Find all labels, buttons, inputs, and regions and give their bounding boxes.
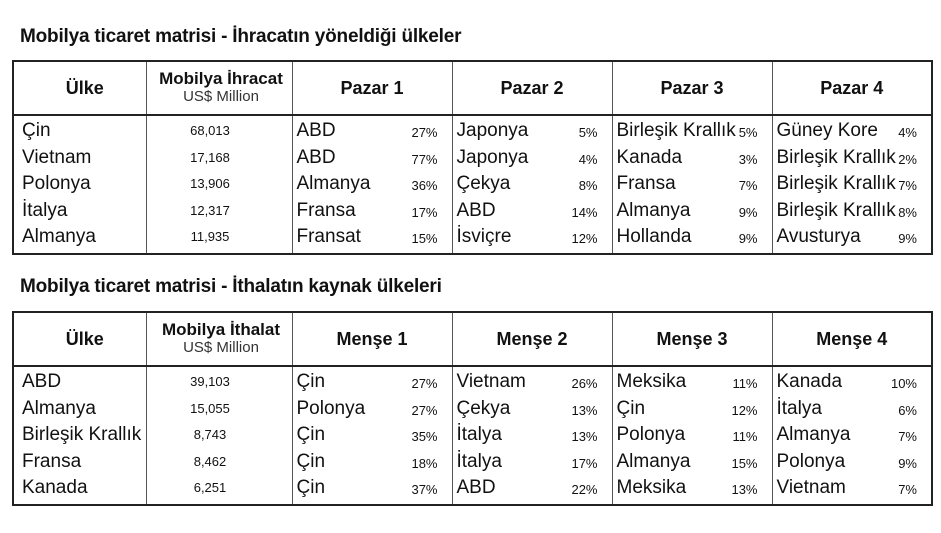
market-cell [773, 396, 932, 423]
market-share: 27% [411, 125, 438, 140]
market-cell [293, 171, 452, 198]
market-name: Almanya [296, 173, 371, 194]
export-matrix-table [12, 60, 933, 255]
country-cell: Fransa [22, 450, 82, 472]
country-cell: Almanya [22, 226, 96, 247]
market-name: İsviçre [456, 226, 512, 247]
market-list [613, 116, 772, 253]
market-share: 15% [411, 231, 438, 246]
market-name: Çin [296, 424, 326, 445]
market-name: Hollanda [616, 226, 692, 247]
import-table-title: Mobilya ticaret matrisi - İthalatın kaynak ülkeleri [20, 276, 442, 297]
market-cell [773, 475, 932, 502]
header-market-4: Menşe 4 [772, 312, 932, 366]
import-matrix-table [12, 311, 933, 506]
value-column [146, 115, 292, 254]
market-share: 2% [898, 151, 917, 167]
country-cell: Kanada [22, 477, 88, 498]
market-list [453, 367, 612, 504]
market-share: 7% [898, 178, 917, 193]
market-name: Almanya [616, 199, 691, 221]
export-table-title: Mobilya ticaret matrisi - İhracatın yöneldiği ülkeler [20, 26, 462, 47]
market-cell [293, 396, 452, 423]
header-value-main: Mobilya İthalat [161, 320, 281, 340]
country-cell: Çin [22, 120, 51, 141]
market-name: Çin [296, 477, 326, 498]
market-share: 14% [571, 204, 598, 220]
market-share: 27% [411, 376, 438, 391]
header-market-1: Menşe 1 [292, 312, 452, 366]
country-cell: Birleşik Krallık [22, 424, 142, 445]
market-name: Birleşik Krallık [776, 173, 896, 194]
header-row [13, 312, 932, 366]
market-share: 9% [738, 231, 758, 246]
market-cell [773, 118, 932, 145]
market-cell [773, 171, 932, 198]
market-name: Polonya [296, 397, 366, 419]
header-value-main: Mobilya İhracat [159, 69, 283, 89]
market-cell [773, 449, 932, 476]
market-cell [613, 224, 772, 251]
market-cell [293, 198, 452, 225]
header-market-3: Menşe 3 [612, 312, 772, 366]
body-row [13, 366, 932, 505]
market-cell [293, 422, 452, 449]
market-share: 6% [898, 402, 917, 418]
market-cell [293, 475, 452, 502]
market-name: Vietnam [456, 371, 526, 392]
market-cell [293, 224, 452, 251]
market-name: Almanya [776, 424, 851, 445]
market-share: 17% [411, 204, 438, 220]
market-cell [613, 198, 772, 225]
market-name: Birleşik Krallık [616, 120, 736, 141]
market-share: 77% [411, 151, 438, 167]
market-name: Birleşik Krallık [776, 146, 896, 168]
market-cell [773, 145, 932, 172]
market-name: Fransat [296, 226, 361, 247]
market-share: 13% [731, 482, 758, 497]
country-column [13, 115, 146, 254]
market-cell [453, 449, 612, 476]
market-name: Birleşik Krallık [776, 199, 896, 221]
market-column-3 [612, 366, 772, 505]
market-name: ABD [456, 477, 496, 498]
market-cell [453, 369, 612, 396]
market-column-4 [772, 115, 932, 254]
market-column-4 [772, 366, 932, 505]
market-cell [773, 224, 932, 251]
header-country: Ülke [13, 312, 146, 366]
market-name: Çekya [456, 397, 511, 419]
body-row [13, 115, 932, 254]
header-row [13, 61, 932, 115]
market-name: Vietnam [776, 477, 846, 498]
market-share: 36% [411, 178, 438, 193]
market-cell [613, 369, 772, 396]
market-share: 22% [571, 482, 598, 497]
market-list [773, 367, 932, 504]
market-cell [773, 369, 932, 396]
value-cell: 68,013 [190, 123, 230, 138]
market-cell [613, 475, 772, 502]
market-share: 27% [411, 402, 438, 418]
market-share: 7% [898, 482, 917, 497]
market-share: 5% [578, 125, 598, 140]
market-share: 11% [732, 429, 758, 444]
market-name: Kanada [616, 146, 683, 168]
market-share: 9% [738, 204, 758, 220]
header-value-unit: US$ Million [183, 339, 259, 357]
country-cell: Vietnam [22, 146, 92, 168]
market-name: Polonya [616, 424, 686, 445]
market-share: 8% [898, 204, 917, 220]
market-name: ABD [296, 120, 336, 141]
market-name: Çin [616, 397, 646, 419]
market-cell [453, 171, 612, 198]
market-name: Çekya [456, 173, 511, 194]
market-share: 10% [890, 376, 917, 391]
market-share: 17% [571, 455, 598, 471]
value-cell: 8,743 [193, 427, 227, 442]
market-cell [453, 224, 612, 251]
value-cell: 12,317 [190, 202, 230, 218]
header-market-3: Pazar 3 [612, 61, 772, 115]
market-share: 7% [898, 429, 917, 444]
market-cell [613, 449, 772, 476]
market-share: 12% [731, 402, 758, 418]
market-cell [293, 369, 452, 396]
market-share: 12% [571, 231, 598, 246]
market-cell [613, 171, 772, 198]
country-column [13, 366, 146, 505]
header-market-2: Menşe 2 [452, 312, 612, 366]
market-column-3 [612, 115, 772, 254]
market-share: 9% [898, 455, 917, 471]
market-cell [613, 145, 772, 172]
market-share: 35% [411, 429, 438, 444]
market-name: Polonya [776, 450, 846, 472]
market-cell [613, 422, 772, 449]
market-list [453, 116, 612, 253]
market-name: Japonya [456, 146, 529, 168]
market-list [293, 116, 452, 253]
market-name: İtalya [456, 424, 502, 445]
market-cell [453, 396, 612, 423]
market-name: Kanada [776, 371, 843, 392]
market-share: 13% [571, 429, 598, 444]
market-name: Meksika [616, 371, 687, 392]
market-cell [453, 198, 612, 225]
market-share: 18% [411, 455, 438, 471]
market-cell [453, 475, 612, 502]
market-name: Güney Kore [776, 120, 878, 141]
market-cell [453, 422, 612, 449]
value-cell: 15,055 [190, 400, 230, 416]
header-market-4: Pazar 4 [772, 61, 932, 115]
value-cell: 8,462 [193, 453, 227, 469]
market-name: Japonya [456, 120, 529, 141]
market-cell [453, 118, 612, 145]
country-list [14, 367, 146, 504]
market-cell [613, 396, 772, 423]
market-share: 37% [411, 482, 438, 497]
market-cell [293, 118, 452, 145]
header-country: Ülke [13, 61, 146, 115]
country-cell: İtalya [22, 199, 68, 221]
market-column-1 [292, 366, 452, 505]
market-cell [293, 449, 452, 476]
market-name: Almanya [616, 450, 691, 472]
market-share: 11% [732, 376, 758, 391]
market-name: Avusturya [776, 226, 861, 247]
header-market-2: Pazar 2 [452, 61, 612, 115]
market-share: 9% [898, 231, 917, 246]
market-name: İtalya [456, 450, 502, 472]
value-column [146, 366, 292, 505]
market-cell [293, 145, 452, 172]
market-name: Meksika [616, 477, 687, 498]
market-cell [613, 118, 772, 145]
country-list [14, 116, 146, 253]
market-name: Fransa [296, 199, 356, 221]
market-cell [773, 422, 932, 449]
value-list [147, 116, 292, 253]
market-column-2 [452, 115, 612, 254]
market-name: İtalya [776, 397, 822, 419]
market-share: 13% [571, 402, 598, 418]
value-cell: 17,168 [190, 149, 230, 165]
country-cell: ABD [22, 371, 62, 392]
market-list [613, 367, 772, 504]
market-name: Fransa [616, 173, 676, 194]
market-cell [773, 198, 932, 225]
header-market-1: Pazar 1 [292, 61, 452, 115]
market-share: 15% [731, 455, 758, 471]
market-name: Çin [296, 371, 326, 392]
market-share: 7% [738, 178, 758, 193]
value-list [147, 367, 292, 504]
market-share: 4% [898, 125, 917, 140]
header-value [146, 61, 292, 115]
market-name: ABD [296, 146, 336, 168]
country-cell: Almanya [22, 397, 96, 419]
market-column-1 [292, 115, 452, 254]
market-list [773, 116, 932, 253]
market-name: ABD [456, 199, 496, 221]
value-cell: 13,906 [190, 176, 230, 191]
market-share: 3% [738, 151, 758, 167]
market-name: Çin [296, 450, 326, 472]
market-column-2 [452, 366, 612, 505]
header-value [146, 312, 292, 366]
market-share: 4% [578, 151, 598, 167]
header-value-unit: US$ Million [183, 88, 259, 106]
value-cell: 11,935 [190, 229, 230, 244]
market-cell [453, 145, 612, 172]
market-share: 5% [738, 125, 758, 140]
market-list [293, 367, 452, 504]
value-cell: 39,103 [190, 374, 230, 389]
value-cell: 6,251 [193, 480, 227, 495]
market-share: 26% [571, 376, 598, 391]
market-share: 8% [578, 178, 598, 193]
country-cell: Polonya [22, 173, 91, 194]
